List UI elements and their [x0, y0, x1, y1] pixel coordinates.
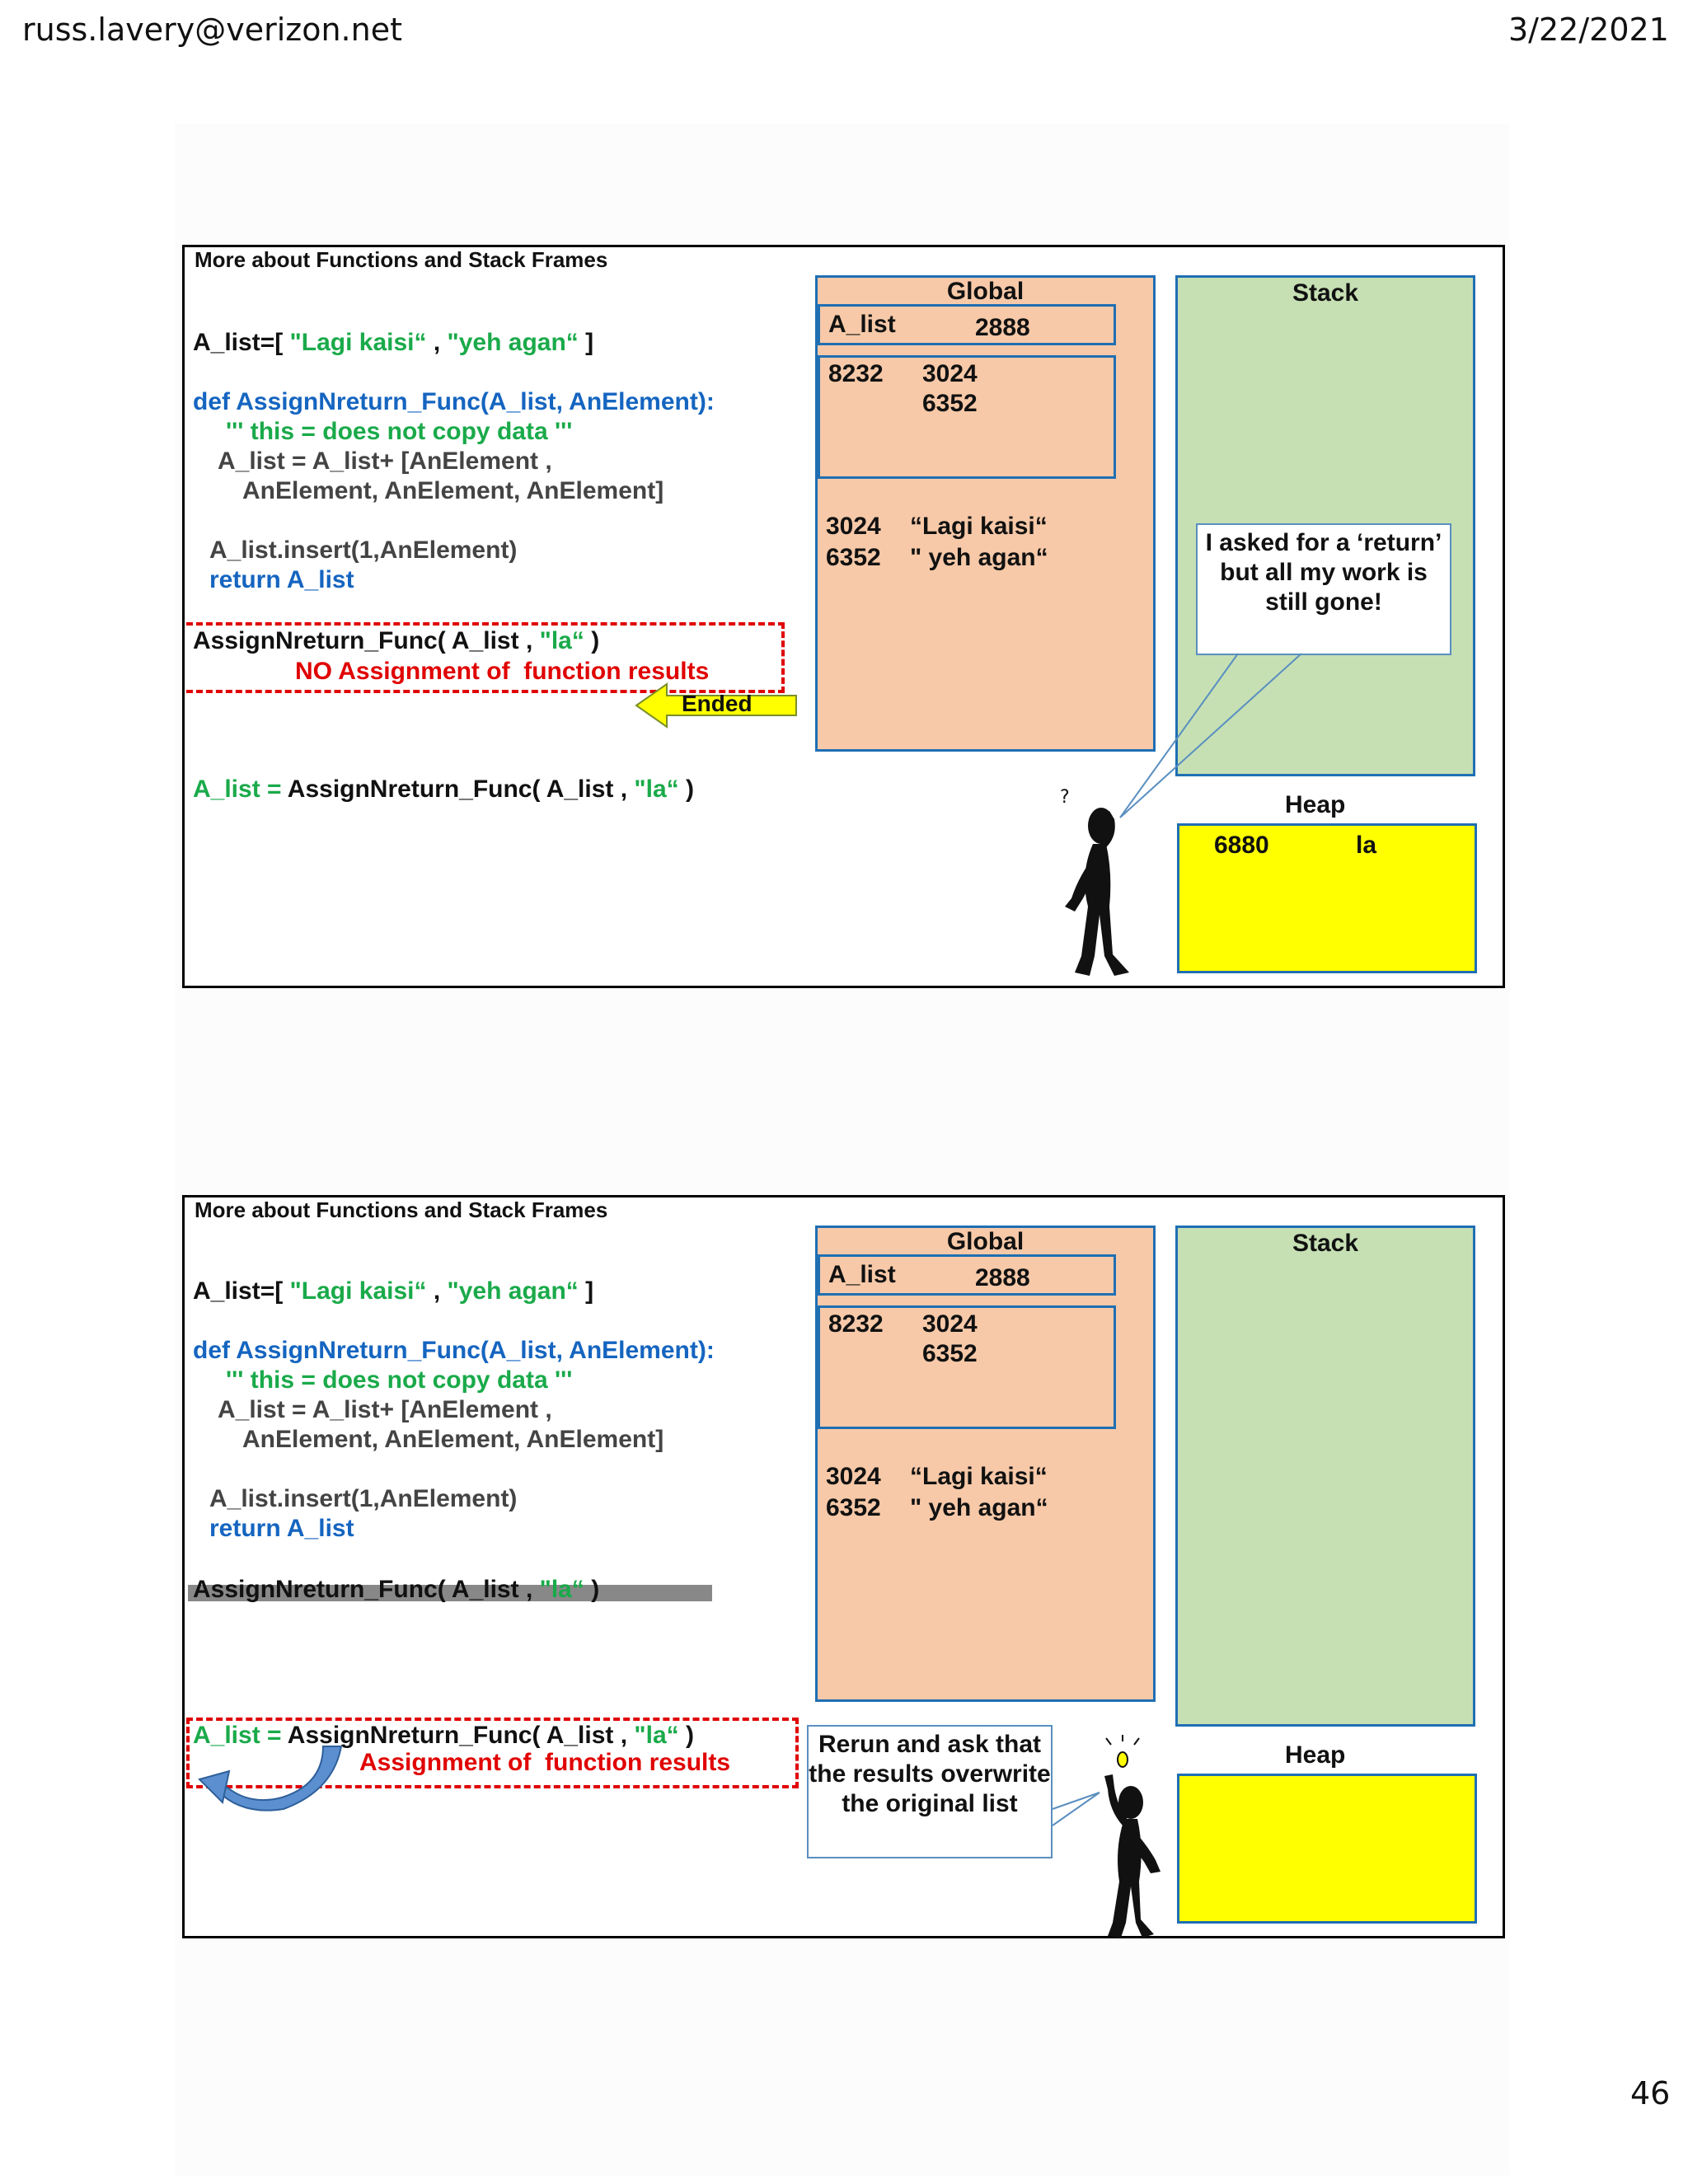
- heap-box: [1177, 1774, 1477, 1924]
- value-2-address: 6352: [826, 544, 881, 571]
- header-email: russ.lavery@verizon.net: [22, 12, 402, 48]
- slide-title: More about Functions and Stack Frames: [195, 1197, 608, 1222]
- code-call: AssignNreturn_Func( A_list , "la“ ): [193, 1576, 600, 1603]
- code-assign-line1: A_list = A_list+ [AnElement ,: [218, 1396, 552, 1423]
- alist-name: A_list: [828, 1261, 896, 1288]
- svg-text:?: ?: [1060, 787, 1070, 808]
- code-assigned-call: A_list = AssignNreturn_Func( A_list , "la“ ): [193, 776, 694, 803]
- value-2-address: 6352: [826, 1494, 881, 1521]
- thought-callout: I asked for a ‘return’ but all my work is still gone!: [1196, 523, 1451, 655]
- rerun-callout: Rerun and ask that the results overwrite the original list: [807, 1725, 1053, 1858]
- heap-title: Heap: [1285, 791, 1346, 818]
- ref-address: 8232: [828, 1310, 884, 1338]
- code-docstring: ''' this = does not copy data ''': [226, 1366, 573, 1394]
- code-return: return A_list: [209, 566, 354, 593]
- slide-1: [182, 245, 1505, 988]
- code-def: def AssignNreturn_Func(A_list, AnElement):: [193, 1337, 715, 1364]
- stack-title: Stack: [1292, 1230, 1359, 1257]
- code-insert: A_list.insert(1,AnElement): [209, 537, 518, 564]
- slide-2: [182, 1195, 1505, 1938]
- no-assignment-note: NO Assignment of function results: [295, 658, 710, 685]
- code-list-init: A_list=[ "Lagi kaisi“ , "yeh agan“ ]: [193, 1277, 594, 1305]
- ended-label: Ended: [682, 691, 753, 716]
- code-assigned-call: A_list = AssignNreturn_Func( A_list , "la“ ): [193, 1722, 694, 1749]
- value-1-address: 3024: [826, 513, 881, 540]
- header-date: 3/22/2021: [1508, 12, 1669, 48]
- ref-1: 3024: [922, 1310, 978, 1338]
- alist-name: A_list: [828, 311, 896, 338]
- heap-box: [1177, 823, 1477, 973]
- slide-title: More about Functions and Stack Frames: [195, 247, 608, 272]
- page-number: 46: [1630, 2075, 1671, 2111]
- code-list-init: A_list=[ "Lagi kaisi“ , "yeh agan“ ]: [193, 329, 594, 356]
- ref-2: 6352: [922, 1340, 978, 1367]
- code-return: return A_list: [209, 1515, 354, 1542]
- heap-title: Heap: [1285, 1741, 1346, 1769]
- heap-value: la: [1356, 832, 1377, 859]
- assignment-note: Assignment of function results: [359, 1749, 731, 1776]
- value-2: " yeh agan“: [910, 544, 1048, 571]
- ref-2: 6352: [922, 390, 978, 417]
- alist-address: 2888: [975, 1264, 1030, 1291]
- code-docstring: ''' this = does not copy data ''': [226, 418, 573, 445]
- value-1: “Lagi kaisi“: [910, 1463, 1048, 1490]
- code-insert: A_list.insert(1,AnElement): [209, 1485, 518, 1512]
- code-call: AssignNreturn_Func( A_list , "la“ ): [193, 627, 600, 654]
- global-title: Global: [946, 1228, 1025, 1255]
- code-assign-line2: AnElement, AnElement, AnElement]: [242, 1426, 664, 1453]
- stack-title: Stack: [1292, 279, 1359, 307]
- code-assign-line2: AnElement, AnElement, AnElement]: [242, 477, 664, 504]
- alist-address: 2888: [975, 314, 1030, 341]
- value-2: " yeh agan“: [910, 1494, 1048, 1521]
- value-1-address: 3024: [826, 1463, 881, 1490]
- code-assign-line1: A_list = A_list+ [AnElement ,: [218, 448, 552, 475]
- heap-address: 6880: [1214, 832, 1269, 859]
- ref-1: 3024: [922, 360, 978, 387]
- code-def: def AssignNreturn_Func(A_list, AnElement):: [193, 388, 715, 415]
- global-title: Global: [946, 278, 1025, 305]
- ref-address: 8232: [828, 360, 884, 387]
- value-1: “Lagi kaisi“: [910, 513, 1048, 540]
